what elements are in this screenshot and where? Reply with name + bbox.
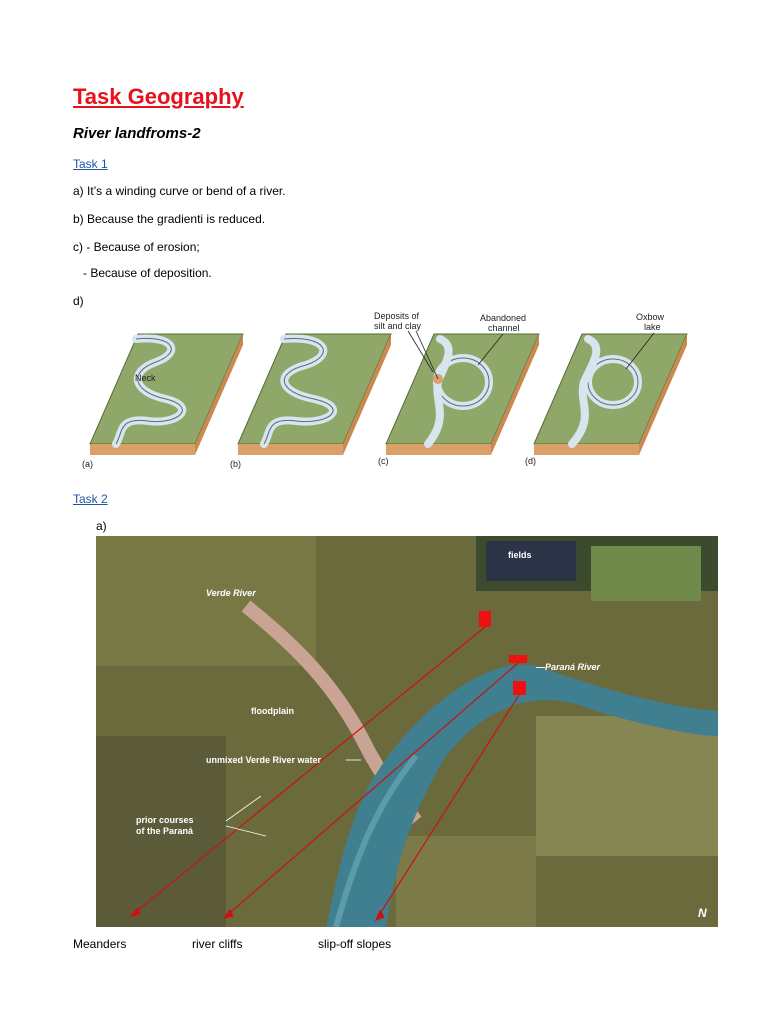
label-deposits-2: silt and clay (374, 321, 422, 331)
caption-river-cliffs: river cliffs (192, 937, 243, 951)
marker-3 (513, 681, 526, 695)
label-neck: Neck (135, 373, 156, 383)
diagram-panel-b (238, 334, 391, 455)
caption-slip-off-slopes: slip-off slopes (318, 937, 392, 951)
answer-d: d) (73, 294, 84, 308)
diagram-panel-a (90, 334, 243, 455)
diagram-panel-d (534, 334, 687, 455)
caption-meanders: Meanders (73, 937, 127, 951)
task2-heading: Task 2 (73, 492, 108, 506)
label-abandoned-2: channel (488, 323, 520, 333)
label-deposits-1: Deposits of (374, 311, 420, 321)
photo-label-prior-2: of the Paraná (136, 826, 194, 836)
answer-a: a) It’s a winding curve or bend of a river. (73, 184, 286, 198)
photo-label-fields: fields (508, 550, 532, 560)
label-abandoned-1: Abandoned (480, 313, 527, 323)
label-oxbow-1: Oxbow (636, 312, 665, 322)
task2-item-a: a) (96, 519, 107, 533)
answer-c-1: c) - Because of erosion; (73, 240, 200, 254)
photo-label-unmixed: unmixed Verde River water (206, 755, 322, 765)
panel-label-c: (c) (378, 456, 389, 466)
marker-2 (509, 655, 527, 663)
diagram-panel-c (386, 334, 539, 455)
photo-label-prior-1: prior courses (136, 815, 194, 825)
task1-heading: Task 1 (73, 157, 108, 171)
photo-label-parana: —Paraná River (536, 662, 601, 672)
answer-b: b) Because the gradienti is reduced. (73, 212, 266, 226)
label-oxbow-2: lake (644, 322, 661, 332)
answer-c-2: - Because of deposition. (73, 266, 212, 280)
panel-label-a: (a) (82, 459, 93, 469)
document-title: Task Geography (73, 84, 244, 109)
panel-label-d: (d) (525, 456, 536, 466)
meander-diagram (78, 307, 696, 477)
document-subtitle: River landfroms-2 (73, 125, 201, 142)
north-arrow-icon: N (698, 906, 707, 920)
photo-label-floodplain: floodplain (251, 706, 294, 716)
panel-label-b: (b) (230, 459, 241, 469)
photo-label-verde: Verde River (206, 588, 256, 598)
marker-1 (479, 611, 491, 627)
satellite-photo (96, 536, 718, 927)
